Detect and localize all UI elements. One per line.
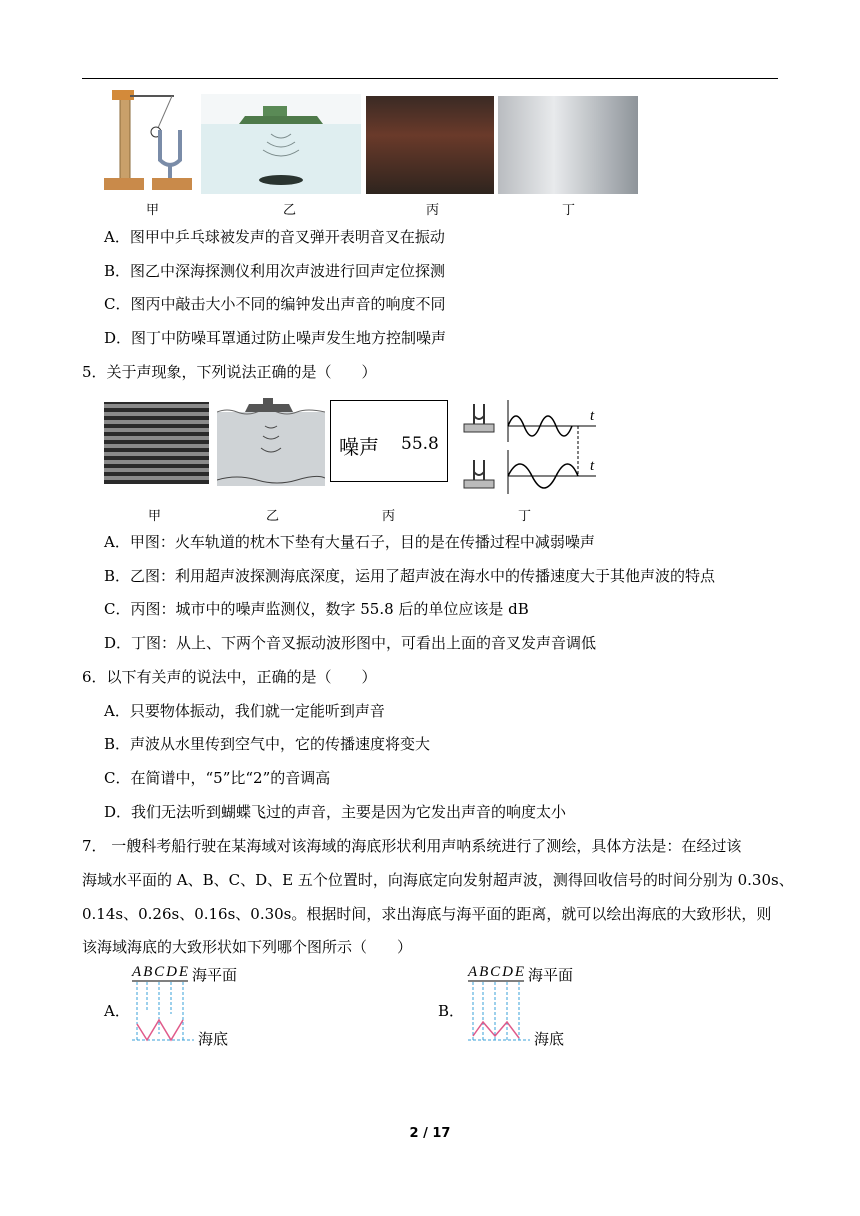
q6-option-a[interactable]: A．只要物体振动，我们就一定能听到声音 xyxy=(104,702,385,720)
q4-option-b[interactable]: B．图乙中深海探测仪利用次声波进行回声定位探测 xyxy=(104,262,446,280)
q6-option-d[interactable]: D．我们无法听到蝴蝶飞过的声音，主要是因为它发出声音的响度太小 xyxy=(104,803,567,821)
diagram-b-letters: ABCDE xyxy=(468,964,524,980)
caption-yi: 乙 xyxy=(283,203,297,218)
header-rule xyxy=(82,78,778,79)
figure-ship-ultrasound xyxy=(217,396,325,486)
figure-railway xyxy=(104,402,209,484)
diagram-a-letters: ABCDE xyxy=(132,964,188,980)
q5-option-b[interactable]: B．乙图：利用超声波探测海底深度，运用了超声波在海水中的传播速度大于其他声波的特点 xyxy=(104,567,716,585)
caption-bing: 丙 xyxy=(426,203,440,218)
q4-option-d[interactable]: D．图丁中防噪耳罩通过防止噪声发生地方控制噪声 xyxy=(104,329,447,347)
figure-yi-ship-sonar xyxy=(201,94,361,194)
q7-line-3: 0.14s、0.26s、0.16s、0.30s。根据时间，求出海底与海平面的距离，就可以绘出海底的大致形状，则 xyxy=(82,905,772,923)
diagram-a-seabed: 海底 xyxy=(198,1030,229,1048)
q5-option-a[interactable]: A．甲图：火车轨道的枕木下垫有大量石子，目的是在传播过程中减弱噪声 xyxy=(104,533,595,551)
caption-ding: 丁 xyxy=(562,203,576,218)
figure-bing-bianzhong xyxy=(366,96,494,194)
q5-caption-yi: 乙 xyxy=(266,509,280,524)
q5-option-c[interactable]: C．丙图：城市中的噪声监测仪，数字 55.8 后的单位应该是 dB xyxy=(104,600,529,618)
q6-stem: 6．以下有关声的说法中，正确的是（ ） xyxy=(82,668,377,686)
seabed-diagram-b[interactable] xyxy=(464,960,594,1052)
noise-value: 55.8 xyxy=(401,434,439,454)
seabed-diagram-a[interactable] xyxy=(128,960,258,1052)
q7-option-a-label[interactable]: A． xyxy=(104,1002,130,1020)
figure-ding-earmuff xyxy=(498,96,638,194)
axis-t-top: t xyxy=(590,408,595,424)
q6-option-b[interactable]: B．声波从水里传到空气中，它的传播速度将变大 xyxy=(104,735,431,753)
diagram-a-sea-level: 海平面 xyxy=(192,966,238,984)
figure-jia-tuning-fork xyxy=(100,88,192,194)
q5-caption-jia: 甲 xyxy=(148,509,162,524)
q7-line-4: 该海域海底的大致形状如下列哪个图所示（ ） xyxy=(82,938,413,956)
noise-monitor-box xyxy=(330,400,448,482)
q4-option-a[interactable]: A．图甲中乒乓球被发声的音叉弹开表明音叉在振动 xyxy=(104,228,445,246)
diagram-b-sea-level: 海平面 xyxy=(528,966,574,984)
axis-t-bottom: t xyxy=(590,458,595,474)
q7-line-1: 7． 一艘科考船行驶在某海域对该海域的海底形状利用声呐系统进行了测绘，具体方法是：在经过该 xyxy=(82,837,742,855)
q6-option-c[interactable]: C．在简谱中，“5”比“2”的音调高 xyxy=(104,769,331,787)
q5-stem: 5．关于声现象，下列说法正确的是（ ） xyxy=(82,363,377,381)
q7-line-2: 海域水平面的 A、B、C、D、E 五个位置时，向海底定向发射超声波，测得回收信号的时间分别为 0.30s、 xyxy=(82,871,794,889)
q5-caption-ding: 丁 xyxy=(518,509,532,524)
diagram-b-seabed: 海底 xyxy=(534,1030,565,1048)
q5-caption-bing: 丙 xyxy=(382,509,396,524)
noise-label: 噪声 xyxy=(339,435,379,459)
caption-jia: 甲 xyxy=(146,203,160,218)
figure-waveforms xyxy=(458,396,608,496)
q7-option-b-label[interactable]: B． xyxy=(438,1002,465,1020)
page-number: 2 / 17 xyxy=(409,1126,451,1141)
q5-option-d[interactable]: D．丁图：从上、下两个音叉振动波形图中，可看出上面的音叉发声音调低 xyxy=(104,634,597,652)
q4-option-c[interactable]: C．图丙中敲击大小不同的编钟发出声音的响度不同 xyxy=(104,295,446,313)
